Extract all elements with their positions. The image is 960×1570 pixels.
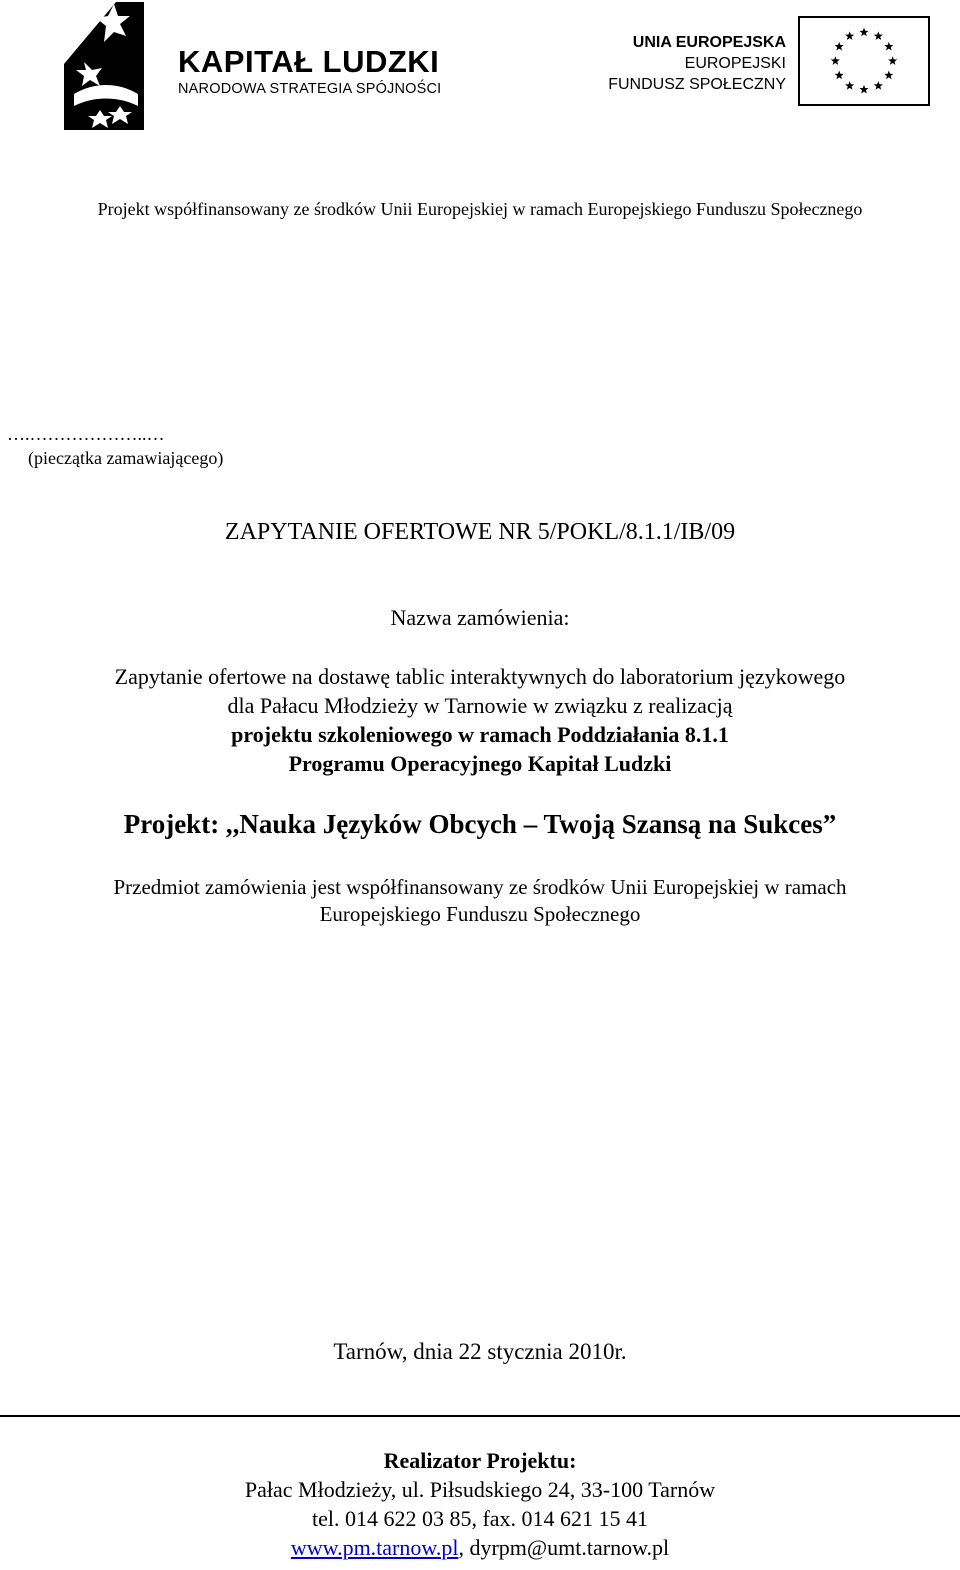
order-name-line: projektu szkoleniowego w ramach Poddziałania 8.1.1 xyxy=(231,722,729,747)
footer-contact xyxy=(0,1535,960,1561)
stamp-dots: ….………………..… xyxy=(7,424,165,444)
footer-phone: tel. 014 622 03 85, fax. 014 621 15 41 xyxy=(311,1506,649,1531)
project-name: Projekt: ,,Nauka Języków Obcych – Twoją Szansą na Sukces” xyxy=(123,809,837,839)
website-link[interactable]: www.pm.tarnow.pl xyxy=(290,1535,459,1560)
eu-star-icon xyxy=(831,56,840,65)
kapital-ludzki-emblem-icon xyxy=(64,2,174,130)
eu-star-icon xyxy=(835,71,844,80)
eu-star-icon xyxy=(859,28,868,37)
eu-logo-line2: EUROPEJSKI xyxy=(684,55,786,72)
kapital-ludzki-logo xyxy=(64,2,464,130)
eu-star-icon xyxy=(845,31,854,40)
page-title: ZAPYTANIE OFERTOWE NR 5/POKL/8.1.1/IB/09 xyxy=(224,519,736,545)
eu-star-icon xyxy=(859,85,868,94)
cofinancing-note: Projekt współfinansowany ze środków Unii Europejskiej w ramach Europejskiego Funduszu Społecznego xyxy=(97,199,863,219)
subject-line: Przedmiot zamówienia jest współfinansowany ze środków Unii Europejskiej w ramach xyxy=(113,875,847,899)
eu-star-icon xyxy=(874,81,883,90)
eu-logo xyxy=(598,14,934,110)
email-text: dyrpm@umt.tarnow.pl xyxy=(469,1535,670,1560)
footer-heading: Realizator Projektu: xyxy=(383,1448,577,1473)
eu-logo-line3: FUNDUSZ SPOŁECZNY xyxy=(608,76,786,93)
eu-star-icon xyxy=(835,42,844,51)
contact-separator: , xyxy=(458,1535,470,1560)
order-name-line: Zapytanie ofertowe na dostawę tablic interaktywnych do laboratorium językowego xyxy=(114,664,846,689)
place-date: Tarnów, dnia 22 stycznia 2010r. xyxy=(333,1339,627,1364)
eu-star-icon xyxy=(888,56,897,65)
kapital-ludzki-title: KAPITAŁ LUDZKI xyxy=(178,44,440,79)
order-name-line: dla Pałacu Młodzieży w Tarnowie w związku z realizacją xyxy=(227,693,733,718)
footer-divider xyxy=(0,1415,960,1417)
eu-star-icon xyxy=(874,31,883,40)
eu-logo-text xyxy=(608,32,786,95)
order-name-label: Nazwa zamówienia: xyxy=(390,605,570,630)
order-name-line: Programu Operacyjnego Kapitał Ludzki xyxy=(288,751,672,776)
subject-line: Europejskiego Funduszu Społecznego xyxy=(319,902,641,926)
eu-logo-line1: UNIA EUROPEJSKA xyxy=(632,34,786,51)
eu-star-icon xyxy=(845,81,854,90)
kapital-ludzki-subtitle: NARODOWA STRATEGIA SPÓJNOŚCI xyxy=(178,81,442,97)
eu-star-icon xyxy=(884,42,893,51)
eu-star-icon xyxy=(884,71,893,80)
stamp-label: (pieczątka zamawiającego) xyxy=(28,448,224,468)
eu-flag-icon xyxy=(798,16,930,106)
footer-address: Pałac Młodzieży, ul. Piłsudskiego 24, 33-100 Tarnów xyxy=(244,1477,716,1502)
